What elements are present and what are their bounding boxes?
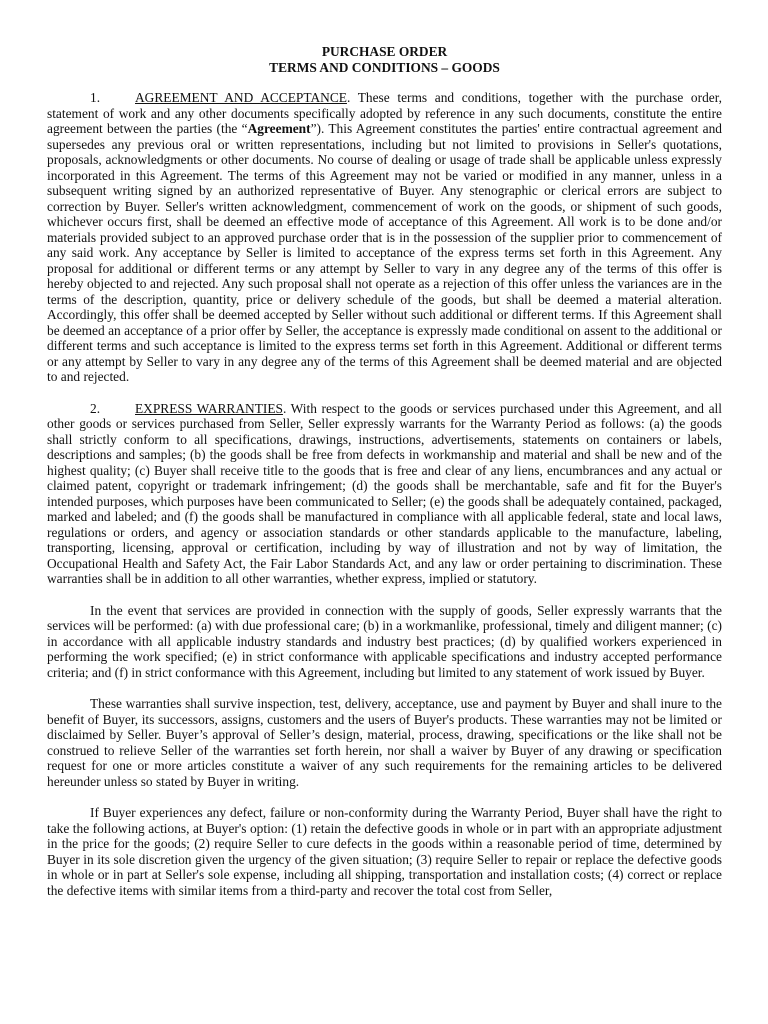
document-title: PURCHASE ORDER: [321, 44, 448, 59]
section-express-warranties: [47, 401, 722, 587]
section-number: 2.: [90, 400, 101, 416]
section-text: ”). This Agreement constitutes the parties' entire contractual agreement and supersedes any previous oral or written representations, including but not limited to provisions in Seller's quotations, proposals, acknowledgments or other documents. No course of dealing or usage of trade shall be applicable unless expressly incorporated in this Agreement. The terms of this Agreement may not be varied or modified in any manner, unless in a subsequent writing signed by an authorized representative of Buyer. Any stenographic or clerical errors are subject to correction by Buyer. Seller's written acknowledgment, commencement of work on the goods, or shipment of such goods, whichever occurs first, shall be deemed an effective mode of acceptance of this Agreement. All work is to be done and/or materials provided subject to an approved purchase order that is in the possession of the supplier prior to commencement of any said work. Any acceptance by Seller is limited to acceptance of the express terms set forth in this Agreement. Any proposal for additional or different terms or any attempt by Seller to vary in any degree any of the terms of this offer is hereby objected to and rejected. Any such proposal shall not operate as a rejection of this offer unless the variances are in the terms of the description, quantity, price or delivery schedule of the goods, but shall be deemed a material alteration. Accordingly, this offer shall be deemed accepted by Seller without such additional or different terms. If this Agreement shall be deemed an acceptance of a prior offer by Seller, the acceptance is expressly made conditional on assent to the additional or different terms and such acceptance is limited to the express terms set forth in this Agreement. Additional or different terms or any attempt by Seller to vary in any degree any of the terms of this Agreement shall be deemed material and are objected to and rejected.: [47, 121, 722, 384]
section-text: . With respect to the goods or services purchased under this Agreement, and all other goods or services purchased from Seller, Seller expressly warrants for the Warranty Period as follows: (a) the goods shall strictly conform to all specifications, drawings, instructions, advertisements, statements on containers or labels, descriptions and samples; (b) the goods shall be free from defects in workmanship and material and shall be new and of the highest quality; (c) Buyer shall receive title to the goods that is free and clear of any liens, encumbrances and any actual or claimed patent, copyright or trademark infringement; (d) the goods shall be merchantable, safe and fit for the Buyer's intended purposes, which purposes have been communicated to Seller; (e) the goods shall be adequately contained, packaged, marked and labeled; and (f) the goods shall be manufactured in compliance with all applicable federal, state and local laws, regulations or orders, and agency or association standards or other standards applicable to the manufacture, labeling, transporting, licensing, approval or certification, including by way of illustration and not by way of limitation, the Occupational Health and Safety Act, the Fair Labor Standards Act, and any law or order pertaining to discrimination. These warranties shall be in addition to all other warranties, whether express, implied or statutory.: [47, 400, 722, 586]
section-heading: EXPRESS WARRANTIES: [135, 400, 283, 416]
paragraph-warranty-survival: These warranties shall survive inspection, test, delivery, acceptance, use and payment by Buyer and shall inure to the benefit of Buyer, its successors, assigns, customers and the users of Buyer's products. These warranties may not be limited or disclaimed by Seller. Buyer’s approval of Seller’s design, material, process, drawing, specifications or the like shall not be construed to relieve Seller of the warranties set forth herein, nor shall a waiver by Buyer of any drawing or specification request for one or more articles constitute a waiver of any such requirements for the remaining articles to be delivered hereunder unless so stated by Buyer in writing.: [47, 696, 722, 789]
paragraph-remedies: If Buyer experiences any defect, failure or non-conformity during the Warranty Period, Buyer shall have the right to take the following actions, at Buyer's option: (1) retain the defective goods in whole or in part with an appropriate adjustment in the price for the goods; (2) require Seller to cure defects in the goods within a reasonable period of time, determined by Buyer in its sole discretion given the urgency of the given situation; (3) require Seller to repair or replace the defective goods in whole or in part at Seller's sole expense, including all shipping, transportation and installation costs; (4) correct or replace the defective items with similar items from a third-party and recover the total cost from Seller,: [47, 805, 722, 898]
paragraph-services-warranty: In the event that services are provided in connection with the supply of goods, Seller expressly warrants that the services will be performed: (a) with due professional care; (b) in a workmanlike, professional, timely and diligent manner; (c) in accordance with all applicable industry standards and industry best practices; (d) by qualified workers experienced in performing the work specified; (e) in strict conformance with applicable specifications and industry accepted performance criteria; and (f) in strict conformance with this Agreement, including but limited to any statement of work issued by Buyer.: [47, 602, 722, 680]
section-text: . These terms and conditions, together with the purchase order, statement of work and any other documents specifically adopted by reference in any such documents, constitute the entire agreement between the parties (the “: [47, 90, 722, 136]
document-subtitle: TERMS AND CONDITIONS – GOODS: [269, 60, 500, 75]
section-number: 1.: [90, 90, 101, 105]
section-heading: AGREEMENT AND ACCEPTANCE: [135, 90, 347, 105]
defined-term: Agreement: [247, 121, 311, 136]
section-agreement-acceptance: [47, 90, 722, 385]
